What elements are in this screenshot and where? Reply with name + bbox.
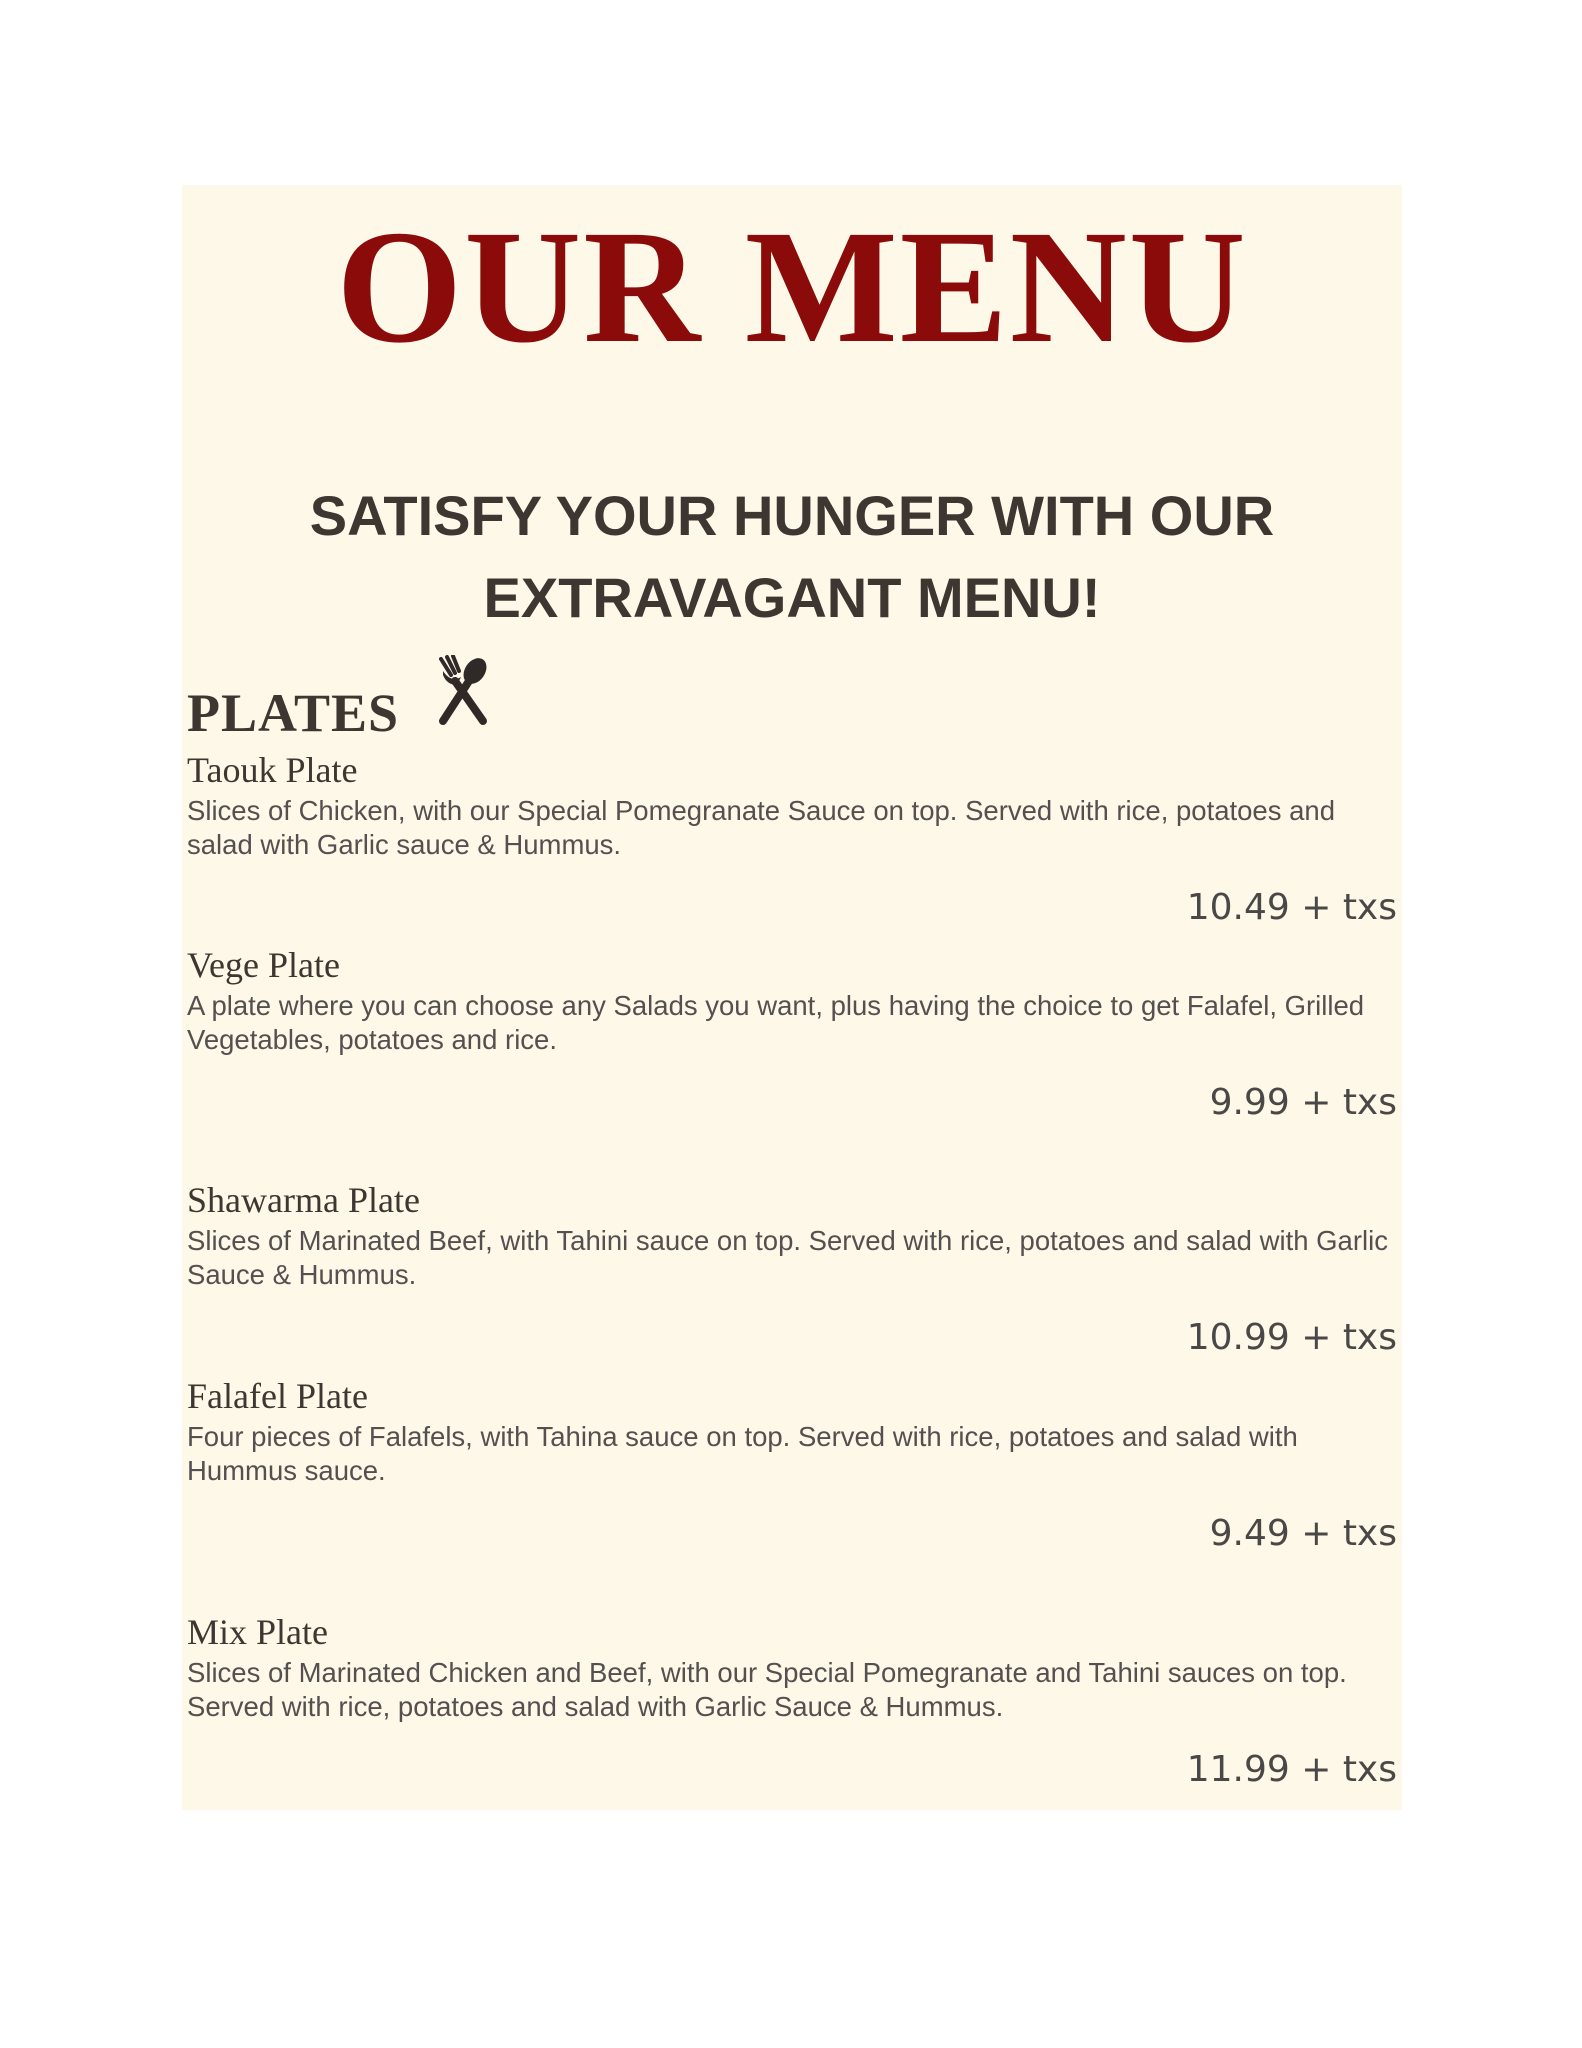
item-name: Shawarma Plate [187, 1180, 420, 1220]
menu-tagline [182, 475, 1402, 639]
item-price: 11.99 + txs [1186, 1749, 1397, 1790]
menu-item [187, 1612, 1397, 1790]
item-name: Vege Plate [187, 945, 340, 985]
tagline-line-1: SATISFY YOUR HUNGER WITH OUR [309, 484, 1275, 547]
item-price: 9.49 + txs [1209, 1513, 1397, 1554]
menu-item [187, 1376, 1397, 1554]
item-description: Slices of Marinated Beef, with Tahini sauce on top. Served with rice, potatoes and salad with Garlic Sauce & Hummus. [187, 1225, 1388, 1290]
item-price: 9.99 + txs [1209, 1082, 1397, 1123]
section-heading-plates [187, 655, 493, 743]
menu-item [187, 750, 1397, 928]
menu-title: OUR MENU [336, 198, 1248, 377]
menu-item [187, 945, 1397, 1123]
item-description: A plate where you can choose any Salads you want, plus having the choice to get Falafel, Grilled Vegetables, potatoes and rice. [187, 990, 1365, 1055]
item-name: Taouk Plate [187, 750, 358, 790]
menu-panel [182, 185, 1402, 1810]
tagline-line-2: EXTRAVAGANT MENU! [483, 566, 1101, 629]
item-description: Slices of Chicken, with our Special Pomegranate Sauce on top. Served with rice, potatoes and salad with Garlic sauce & Hummus. [187, 795, 1336, 860]
item-description: Four pieces of Falafels, with Tahina sauce on top. Served with rice, potatoes and salad with Hummus sauce. [187, 1421, 1298, 1486]
section-label: PLATES [187, 683, 400, 743]
item-name: Mix Plate [187, 1612, 328, 1652]
item-price: 10.99 + txs [1186, 1317, 1397, 1358]
menu-item [187, 1180, 1397, 1358]
item-name: Falafel Plate [187, 1376, 368, 1416]
item-description: Slices of Marinated Chicken and Beef, with our Special Pomegranate and Tahini sauces on top. Served with rice, potatoes and salad with Garlic Sauce & Hummus. [187, 1657, 1347, 1722]
item-price: 10.49 + txs [1186, 887, 1397, 928]
fork-spoon-icon [433, 655, 493, 727]
